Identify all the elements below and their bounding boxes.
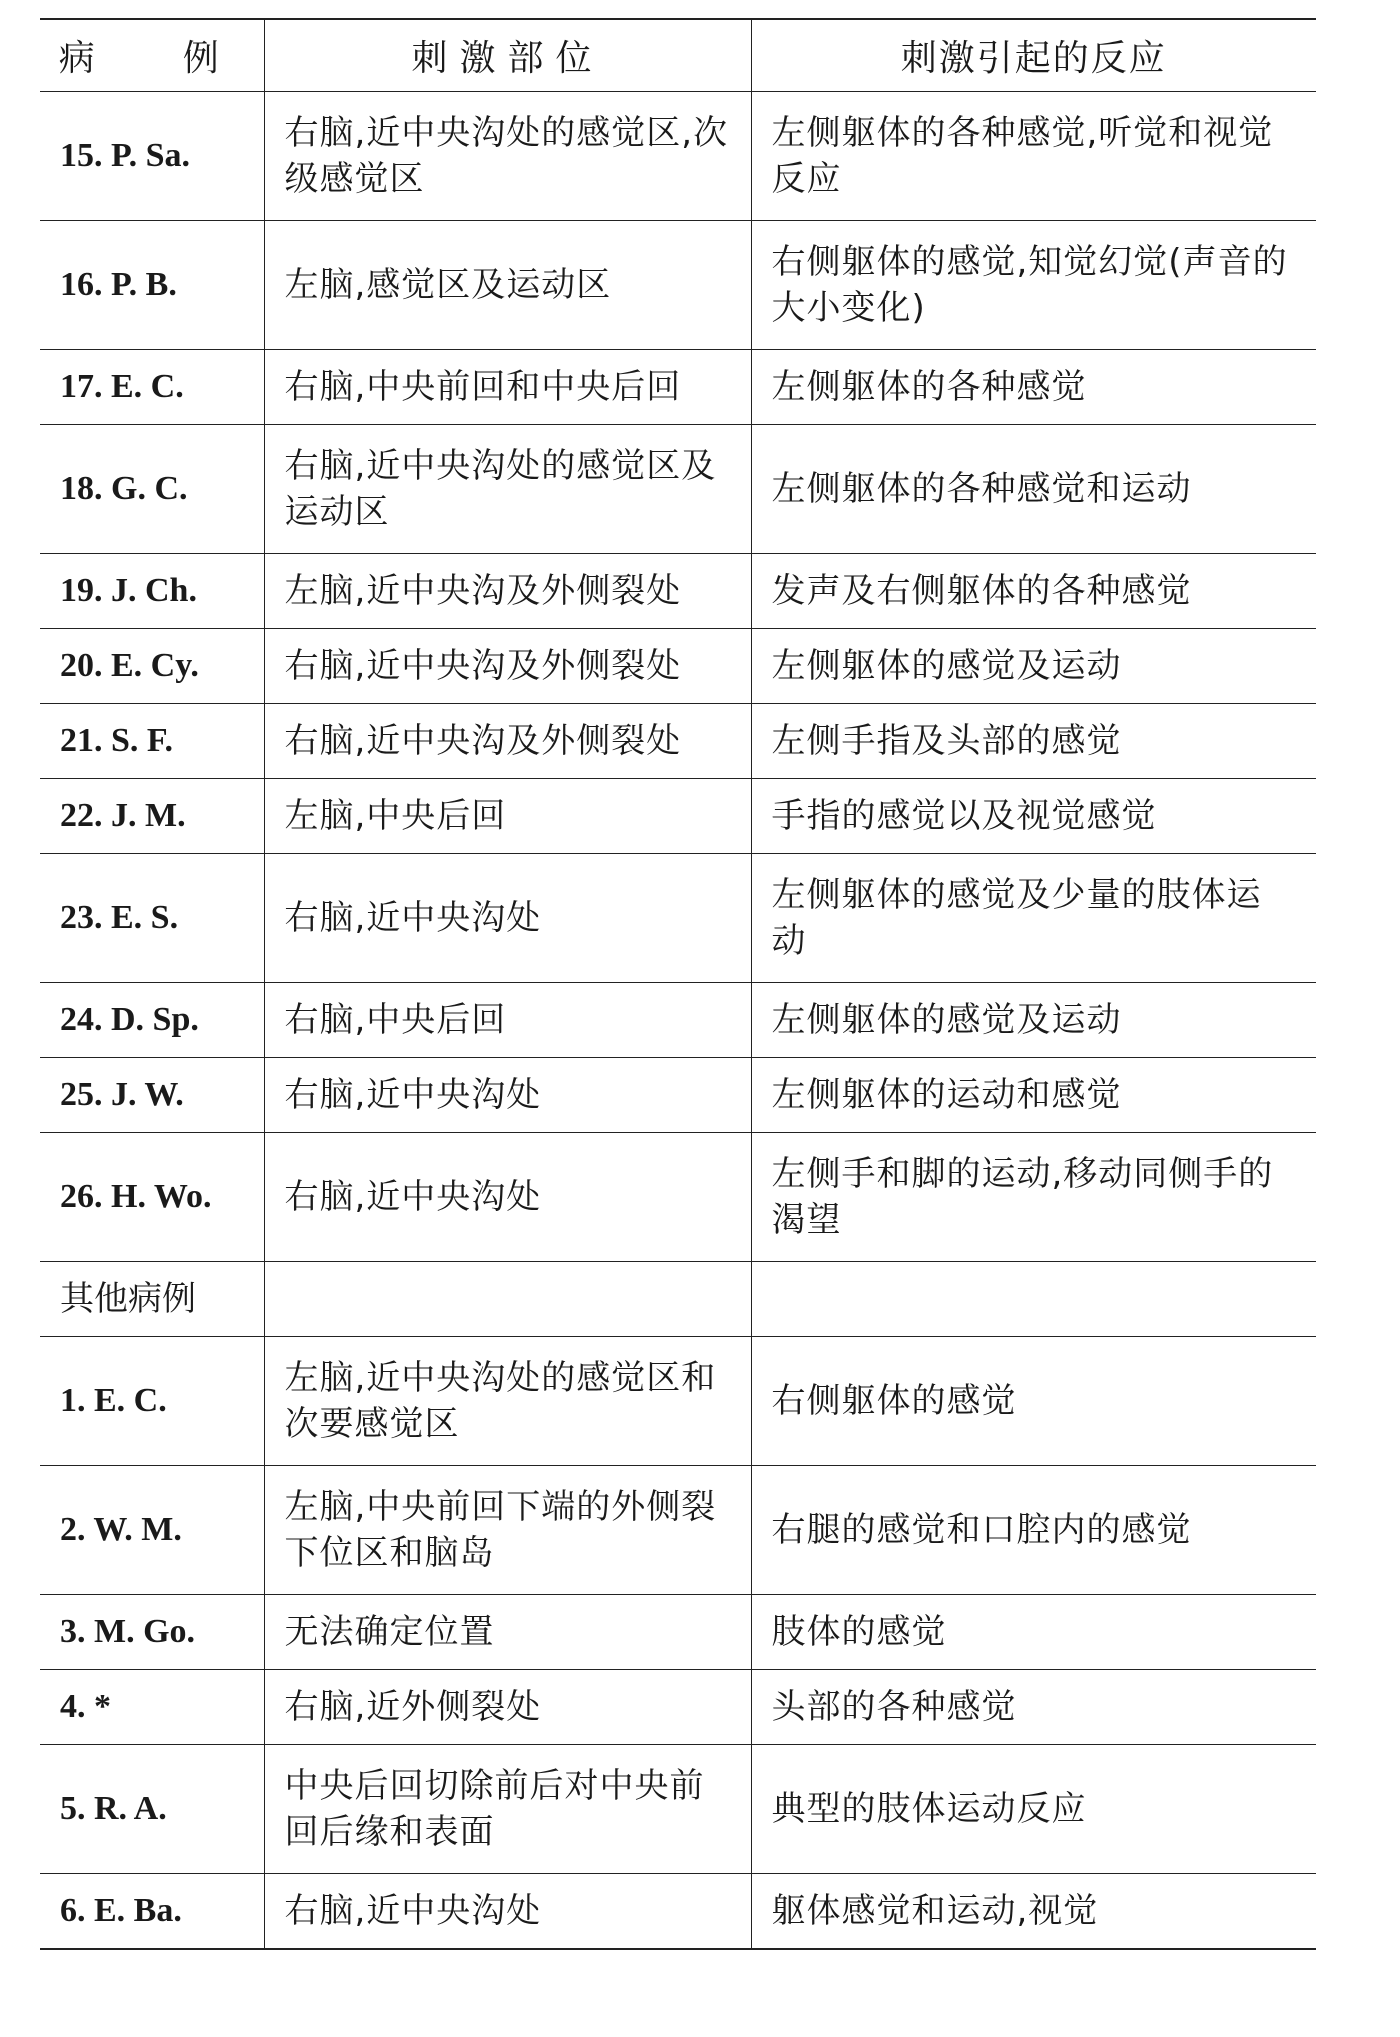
case-id: 5. R. A.: [40, 1745, 264, 1874]
stimulation-site: 右脑,近中央沟及外侧裂处: [264, 704, 751, 779]
table-body: [40, 92, 1316, 1950]
case-id: 18. G. C.: [40, 425, 264, 554]
case-id: 3. M. Go.: [40, 1595, 264, 1670]
table-row: [40, 629, 1316, 704]
stimulation-response: 左侧躯体的感觉及少量的肢体运动: [751, 854, 1316, 983]
table-row: [40, 1133, 1316, 1262]
case-id: 25. J. W.: [40, 1058, 264, 1133]
table-row: [40, 425, 1316, 554]
header-site: 刺激部位: [264, 19, 751, 92]
case-id: 21. S. F.: [40, 704, 264, 779]
case-id: 16. P. B.: [40, 221, 264, 350]
case-id: 26. H. Wo.: [40, 1133, 264, 1262]
stimulation-site: 右脑,近中央沟处的感觉区及运动区: [264, 425, 751, 554]
stimulation-response: 右侧躯体的感觉,知觉幻觉(声音的大小变化): [751, 221, 1316, 350]
case-id: 2. W. M.: [40, 1466, 264, 1595]
stimulation-site: [264, 1262, 751, 1337]
stimulation-response: 左侧躯体的感觉及运动: [751, 629, 1316, 704]
stimulation-response: 左侧躯体的感觉及运动: [751, 983, 1316, 1058]
stimulation-response: 肢体的感觉: [751, 1595, 1316, 1670]
header-case: 病 例: [40, 19, 264, 92]
stimulation-site: 左脑,近中央沟及外侧裂处: [264, 554, 751, 629]
table-row: [40, 350, 1316, 425]
stimulation-response: 右侧躯体的感觉: [751, 1337, 1316, 1466]
table-row: [40, 854, 1316, 983]
case-id: 17. E. C.: [40, 350, 264, 425]
group-heading-row: [40, 1262, 1316, 1337]
stimulation-site: 中央后回切除前后对中央前回后缘和表面: [264, 1745, 751, 1874]
case-id: 15. P. Sa.: [40, 92, 264, 221]
table-row: [40, 1337, 1316, 1466]
group-heading: 其他病例: [40, 1262, 264, 1337]
stimulation-site: 右脑,近中央沟处的感觉区,次级感觉区: [264, 92, 751, 221]
stimulation-response: 手指的感觉以及视觉感觉: [751, 779, 1316, 854]
stimulation-site: 右脑,近中央沟及外侧裂处: [264, 629, 751, 704]
table-row: [40, 221, 1316, 350]
table-row: [40, 1874, 1316, 1950]
case-id: 24. D. Sp.: [40, 983, 264, 1058]
stimulation-site: 右脑,近中央沟处: [264, 1874, 751, 1950]
case-table: [40, 18, 1316, 1950]
stimulation-site: 无法确定位置: [264, 1595, 751, 1670]
table-row: [40, 704, 1316, 779]
table-row: [40, 1058, 1316, 1133]
stimulation-site: 右脑,近中央沟处: [264, 854, 751, 983]
stimulation-site: 右脑,近中央沟处: [264, 1058, 751, 1133]
stimulation-response: [751, 1262, 1316, 1337]
stimulation-response: 左侧躯体的各种感觉: [751, 350, 1316, 425]
stimulation-site: 左脑,感觉区及运动区: [264, 221, 751, 350]
stimulation-response: 左侧手和脚的运动,移动同侧手的渴望: [751, 1133, 1316, 1262]
stimulation-response: 左侧手指及头部的感觉: [751, 704, 1316, 779]
stimulation-response: 左侧躯体的各种感觉和运动: [751, 425, 1316, 554]
table-row: [40, 1745, 1316, 1874]
stimulation-response: 发声及右侧躯体的各种感觉: [751, 554, 1316, 629]
table-row: [40, 1466, 1316, 1595]
table-row: [40, 779, 1316, 854]
table-header: [40, 19, 1316, 92]
case-id: 6. E. Ba.: [40, 1874, 264, 1950]
header-row: [40, 19, 1316, 92]
stimulation-site: 右脑,近中央沟处: [264, 1133, 751, 1262]
stimulation-site: 右脑,近外侧裂处: [264, 1670, 751, 1745]
stimulation-response: 右腿的感觉和口腔内的感觉: [751, 1466, 1316, 1595]
stimulation-site: 左脑,近中央沟处的感觉区和次要感觉区: [264, 1337, 751, 1466]
table-row: [40, 983, 1316, 1058]
stimulation-site: 右脑,中央后回: [264, 983, 751, 1058]
case-id: 1. E. C.: [40, 1337, 264, 1466]
stimulation-response: 头部的各种感觉: [751, 1670, 1316, 1745]
table-row: [40, 1595, 1316, 1670]
case-id: 22. J. M.: [40, 779, 264, 854]
stimulation-response: 躯体感觉和运动,视觉: [751, 1874, 1316, 1950]
stimulation-site: 左脑,中央前回下端的外侧裂下位区和脑岛: [264, 1466, 751, 1595]
header-response: 刺激引起的反应: [751, 19, 1316, 92]
stimulation-response: 左侧躯体的运动和感觉: [751, 1058, 1316, 1133]
stimulation-site: 右脑,中央前回和中央后回: [264, 350, 751, 425]
case-id: 4. *: [40, 1670, 264, 1745]
table-row: [40, 1670, 1316, 1745]
stimulation-response: 典型的肢体运动反应: [751, 1745, 1316, 1874]
stimulation-site: 左脑,中央后回: [264, 779, 751, 854]
case-id: 23. E. S.: [40, 854, 264, 983]
case-id: 19. J. Ch.: [40, 554, 264, 629]
table-row: [40, 554, 1316, 629]
table-row: [40, 92, 1316, 221]
case-id: 20. E. Cy.: [40, 629, 264, 704]
stimulation-response: 左侧躯体的各种感觉,听觉和视觉反应: [751, 92, 1316, 221]
